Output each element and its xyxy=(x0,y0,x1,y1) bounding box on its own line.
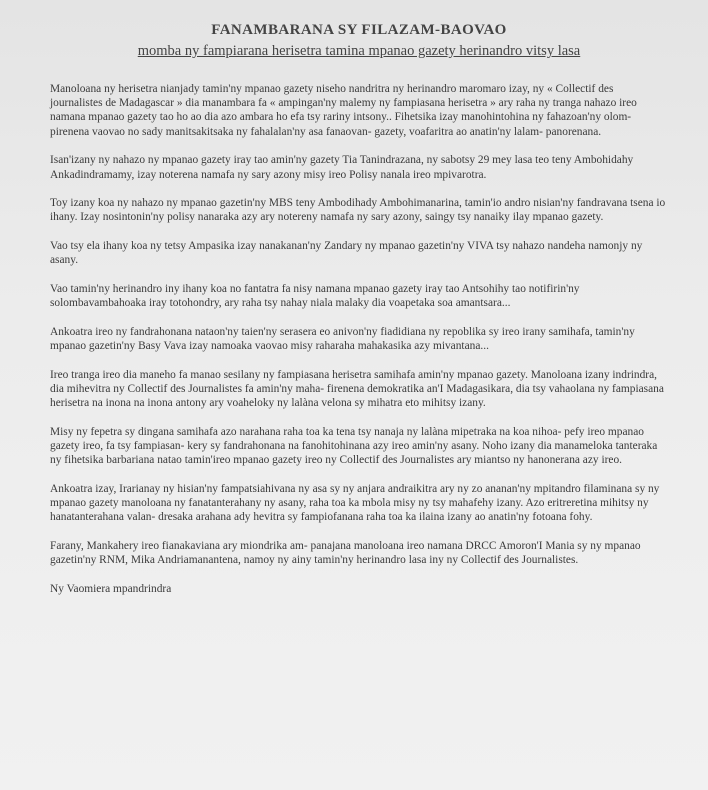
paragraph-condolences: Farany, Mankahery ireo fianakaviana ary miondrika am- panajana manoloana ireo namana DRCC Amoron'I Mania sy ny mpanao gazetin'ny RNM, Mika Andriamanantena, namoy ny ainy tamin'ny herinandro lasa iny ny Collectif des Journalistes. xyxy=(50,540,641,567)
paragraph-basy-vava: Ankoatra ireo ny fandrahonana nataon'ny taien'ny serasera eo anivon'ny fiadidiana ny repoblika sy ireo irany samihafa, tamin'ny mpanao gazetin'ny Basy Vava izay namoaka vaovao misy raharaha mahakasika azy mivantana... xyxy=(50,325,635,353)
paragraph-intro: Manoloana ny herisetra nianjady tamin'ny mpanao gazety niseho nandritra ny herinandro maromaro izay, ny « Collectif des journalistes de Madagascar » dia manambara fa « ampingan'ny malemy ny fampiasana herisetra » ary raha ny tranga nahazo ireo namana mpanao gazety tao ho ao dia azo ambara ho efa tsy rariny intsony.. Fihetsika izay manohintohina ny fahazoan'ny olom- pirenena vaovao no sady manitsakitsaka ny fahalalan'ny asa fanaovan- gazety, voafaritra ao anatin'ny lalam- panorenana. xyxy=(50,83,637,138)
paragraph-tia-tanindrazana: Isan'izany ny nahazo ny mpanao gazety iray tao amin'ny gazety Tia Tanindrazana, ny sabotsy 29 mey lasa teo teny Ambohidahy Ankadindramamy, izay noterena namafa ny sary azony misy ireo Polisy nanala ireo mpivarotra. xyxy=(50,154,634,181)
paragraph-position: Ireo tranga ireo dia maneho fa manao sesilany ny fampiasana herisetra samihafa amin'ny mpanao gazety. Manoloana izany indrindra, dia mihevitra ny Collectif des Journalistes fa amin'ny maha- firenena demokratika an'I Madagasikara, dia tsy vahaolana ny fampiasana herisetra na inona na inona antony ary voaheloky ny lalàna velona sy mihatra eto mihitsy izany. xyxy=(50,368,664,410)
document-subtitle: momba ny fampiarana herisetra tamina mpanao gazety herinandro vitsy lasa xyxy=(137,43,581,59)
paragraph-mbs: Toy izany koa ny nahazo ny mpanao gazetin'ny MBS teny Ambodihady Ambohimanarina, tamin'io andro nisian'ny fandravana tsena io ihany. Izay nosintonin'ny polisy nanaraka azy ary notereny namafa ny sary azony, saingy tsy nanaiky ilay mpanao gazety. xyxy=(50,197,666,224)
signature: Ny Vaomiera mpandrindra xyxy=(50,583,172,596)
paragraph-measures: Misy ny fepetra sy dingana samihafa azo narahana raha toa ka tena tsy nanaja ny lalàna mipetraka na koa nihoa- pefy ireo mpanao gazety ireo, fa tsy fampiasan- kery sy fandrahonana na fanohitohinana azy ireo amin'ny asany. Noho izany dia manameloka tanteraka ny fihetsika barbariana natao tamin'ireo mpanao gazety ireo ny Collectif des Journalistes ary miantso ny hanonerana azy ireo. xyxy=(50,425,658,467)
paragraph-viva: Vao tsy ela ihany koa ny tetsy Ampasika izay nanakanan'ny Zandary ny mpanao gazetin'ny VIVA tsy nahazo nandeha namonjy ny asany. xyxy=(50,240,643,267)
paragraph-training: Ankoatra izay, Irarianay ny hisian'ny fampatsiahivana ny asa sy ny anjara andraikitra ary ny zo ananan'ny mpitandro filaminana sy ny mpanao gazety manoloana ny fanatanterahany ny asany, raha toa ka mbola misy ny tsy mahafehy izany. Azo eritreretina mihitsy ny hanatanterahana valan- dresaka arahana ady hevitra sy fampiofanana raha toa ka ilaina izany ao anatin'ny fotoana fohy. xyxy=(50,483,660,524)
document-title: FANAMBARANA SY FILAZAM-BAOVAO xyxy=(211,22,507,38)
paragraph-antsohihy: Vao tamin'ny herinandro iny ihany koa no fantatra fa nisy namana mpanao gazety iray tao Antsohihy tao notifirin'ny solombavambahoaka iray totohondry, ary raha tsy nahay niala malaky dia voapetaka soa amantsara... xyxy=(50,283,580,310)
